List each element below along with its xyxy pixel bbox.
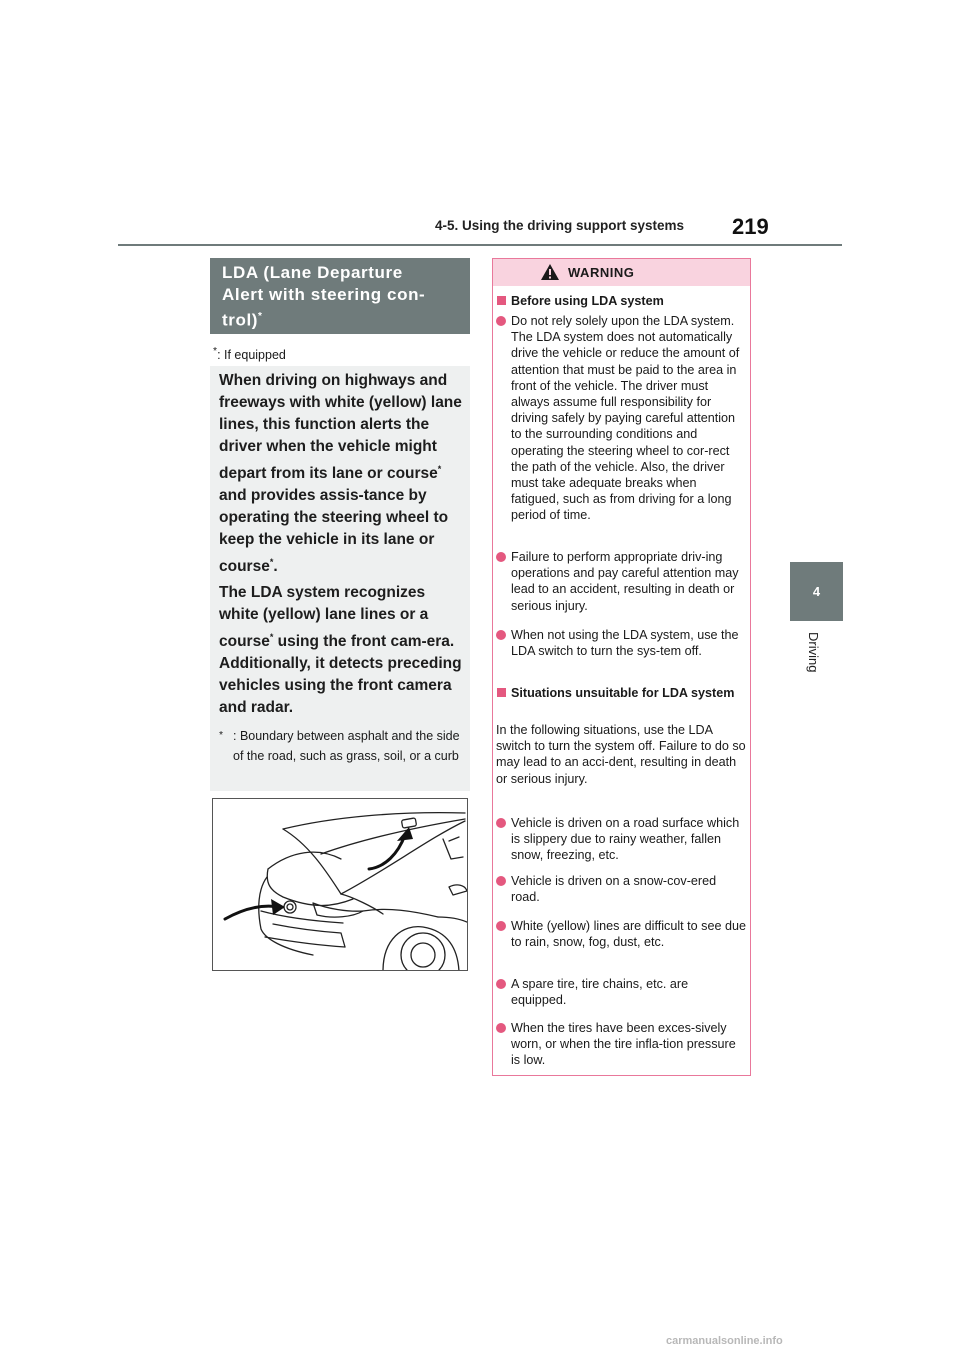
equipped-footnote (213, 346, 286, 362)
boundary-footnote (219, 726, 462, 766)
chapter-tab[interactable] (790, 562, 843, 621)
warning-label: WARNING (568, 265, 635, 280)
page-number: 219 (732, 214, 769, 239)
warning-heading-unsuitable: Situations unsuitable for LDA system (496, 685, 746, 701)
warning-bullet-tires: When the tires have been exces-sively worn, or when the tire infla-tion pressure is low. (496, 1020, 746, 1069)
warning-bullet-lines: White (yellow) lines are difficult to see due to rain, snow, fog, dust, etc. (496, 918, 746, 950)
section-title: 4-5. Using the driving support systems (435, 218, 685, 233)
lda-title-line-1: LDA (Lane Departure (222, 263, 403, 282)
intro-p1-part-c: . (273, 558, 278, 576)
lda-title-band (210, 258, 470, 334)
equipped-footnote-mark: * (213, 346, 218, 357)
warning-triangle-icon (540, 263, 560, 281)
intro-p1-mark-1: * (437, 464, 442, 474)
lda-title-line-2: Alert with steering con- (222, 285, 426, 304)
boundary-footnote-mark: * (219, 730, 224, 741)
warning-heading-before-use: Before using LDA system (496, 293, 746, 309)
intro-paragraph-1 (219, 370, 464, 578)
warning-bullet-snow: Vehicle is driven on a snow-cov-ered road. (496, 873, 746, 905)
warning-bullet-turn-off: When not using the LDA system, use the LDA switch to turn the sys-tem off. (496, 627, 746, 659)
chapter-number: 4 (812, 584, 821, 599)
warning-bullet-spare: A spare tire, tire chains, etc. are equipped. (496, 976, 746, 1008)
intro-box (210, 366, 470, 791)
watermark-link[interactable]: carmanualsonline.info (666, 1335, 783, 1347)
header-divider (118, 244, 842, 246)
boundary-footnote-text: : Boundary between asphalt and the side of the road, such as grass, soil, or a curb (233, 729, 460, 763)
intro-p2-part-b: using the front cam-era. Additionally, it detects preceding vehicles using the front camera and radar. (219, 633, 462, 717)
warning-bullet-rely: Do not rely solely upon the LDA system. The LDA system does not automatically drive the vehicle or reduce the amount of attention that must be paid to the area in front of the vehicle. The driver must always assume full responsibility for driving safely by paying careful attention to the surrounding conditions and operating the steering wheel to cor-rect the path of the vehicle. Also, the driver must take adequate breaks when fatigued, such as from driving for a long period of time. (496, 313, 746, 524)
intro-p2-part-a: The LDA system recognizes white (yellow) lane lines or a course (219, 584, 429, 651)
warning-bullet-failure: Failure to perform appropriate driv-ing operations and pay careful attention may lead to an accident, resulting in death or serious injury. (496, 549, 746, 614)
warning-unsuitable-intro: In the following situations, use the LDA switch to turn the system off. Failure to do so may lead to an acci-dent, resulting in death or serious injury. (496, 723, 746, 786)
lda-title (222, 262, 462, 332)
intro-paragraph-2 (219, 582, 464, 719)
intro-p2-mark: * (269, 632, 274, 642)
warning-header (493, 259, 750, 286)
car-front-svg (213, 799, 468, 971)
equipped-footnote-text: : If equipped (217, 348, 286, 363)
warning-box (492, 258, 751, 1076)
car-camera-illustration (212, 798, 468, 971)
intro-p1-part-a: When driving on highways and freeways with white (yellow) lane lines, this function alerts the driver when the vehicle might depart from its lane or course (219, 372, 462, 483)
intro-p1-mark-2: * (269, 557, 274, 568)
intro-p1-part-b: and provides assis-tance by operating the steering wheel to keep the vehicle in its lane or course (219, 487, 449, 576)
lda-title-line-3: trol) (222, 310, 259, 330)
lda-title-footnote-mark: * (258, 311, 263, 322)
chapter-label: Driving (806, 632, 821, 673)
warning-bullet-slippery: Vehicle is driven on a road surface which is slippery due to rainy weather, fallen snow, freezing, etc. (496, 815, 746, 864)
